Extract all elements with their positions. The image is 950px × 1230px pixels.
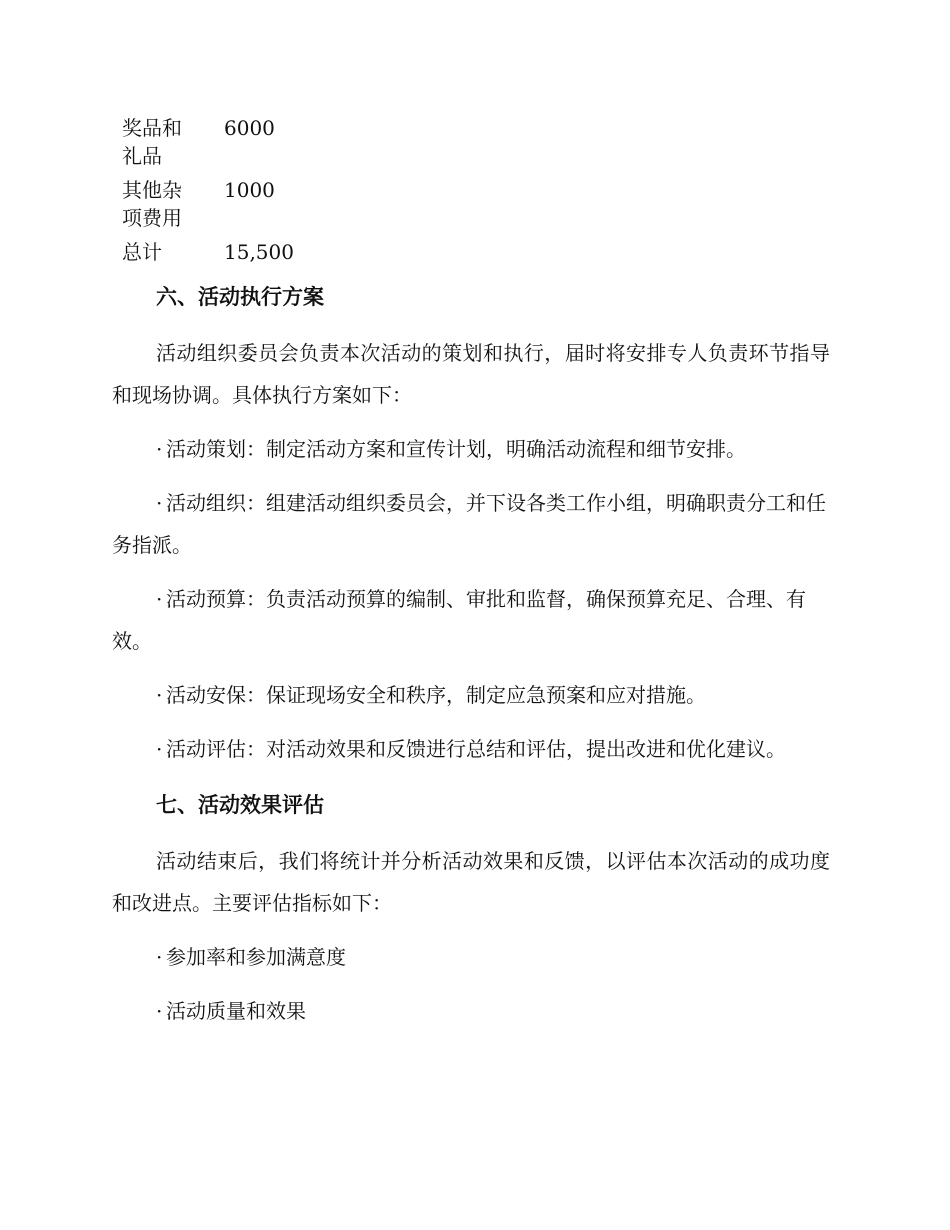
bullet-text: 活动评估：对活动效果和反馈进行总结和评估，提出改进和优化建议。 <box>166 737 786 761</box>
bullet-item <box>112 728 830 770</box>
budget-item-label: 其他杂项费用 <box>122 178 182 230</box>
bullet-item <box>112 990 830 1032</box>
bullet-text: 参加率和参加满意度 <box>166 945 346 969</box>
document-body <box>112 282 830 1032</box>
bullet-text: 活动预算：负责活动预算的编制、审批和监督，确保预算充足、合理、有效。 <box>112 587 806 653</box>
budget-item-cell <box>114 176 224 238</box>
section-heading: 六、活动执行方案 <box>156 284 324 309</box>
budget-item-label: 总计 <box>122 240 162 264</box>
budget-amount-cell: 15,500 <box>224 240 294 264</box>
budget-amount-cell: 6000 <box>224 116 275 140</box>
bullet-item <box>112 428 830 470</box>
bullet-dot: · <box>156 683 163 707</box>
bullet-text: 活动质量和效果 <box>166 999 306 1023</box>
budget-item-label: 奖品和礼品 <box>122 116 182 168</box>
section-heading: 七、活动效果评估 <box>156 792 324 817</box>
bullet-dot: · <box>156 999 163 1023</box>
budget-row <box>114 176 344 238</box>
budget-total-row <box>114 238 344 278</box>
section-intro: 活动组织委员会负责本次活动的策划和执行，届时将安排专人负责环节指导和现场协调。具体执行方案如下： <box>112 341 830 407</box>
bullet-dot: · <box>156 587 163 611</box>
bullet-dot: · <box>156 737 163 761</box>
bullet-dot: · <box>156 945 163 969</box>
bullet-item <box>112 482 830 566</box>
bullet-item <box>112 936 830 978</box>
bullet-text: 活动组织：组建活动组织委员会，并下设各类工作小组，明确职责分工和任务指派。 <box>112 491 826 557</box>
bullet-dot: · <box>156 491 163 515</box>
budget-item-cell <box>114 238 224 278</box>
bullet-dot: · <box>156 437 163 461</box>
bullet-item <box>112 674 830 716</box>
budget-table <box>114 114 344 278</box>
budget-row <box>114 114 344 176</box>
budget-item-cell <box>114 114 224 176</box>
budget-amount-cell: 1000 <box>224 178 275 202</box>
bullet-text: 活动策划：制定活动方案和宣传计划，明确活动流程和细节安排。 <box>166 437 746 461</box>
section-intro: 活动结束后，我们将统计并分析活动效果和反馈，以评估本次活动的成功度和改进点。主要评估指标如下： <box>112 849 830 915</box>
bullet-item <box>112 578 830 662</box>
bullet-text: 活动安保：保证现场安全和秩序，制定应急预案和应对措施。 <box>166 683 706 707</box>
